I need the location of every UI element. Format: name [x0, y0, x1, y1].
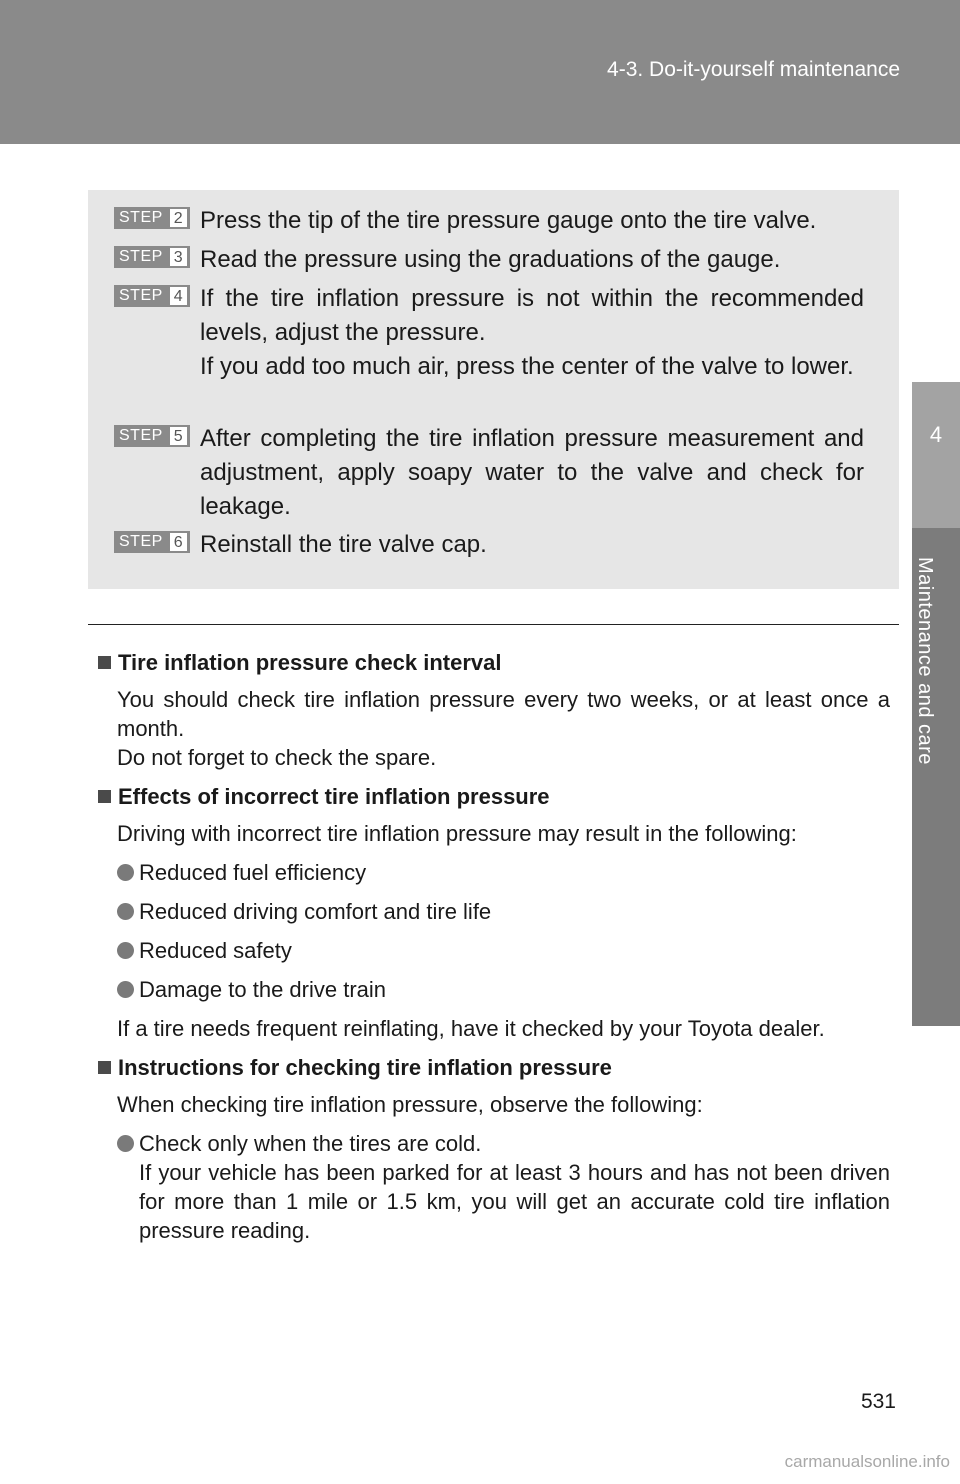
step-5 [114, 422, 864, 524]
step-text: If the tire inflation pressure is not within the recommended levels, adjust the pressure. If you add too much air, press the center of the valve to lower. [200, 285, 864, 380]
list-item: Damage to the drive train [117, 975, 890, 1004]
page-number: 531 [860, 1390, 896, 1413]
step-4 [114, 282, 864, 384]
square-bullet-icon [98, 1061, 111, 1074]
paragraph: You should check tire inflation pressure every two weeks, or at least once a month. Do not forget to check the spare. [117, 687, 890, 770]
circle-bullet-icon [117, 903, 134, 920]
list-item: Reduced fuel efficiency [117, 858, 890, 887]
step-badge: STEP 6 [114, 531, 190, 553]
step-3 [114, 243, 864, 277]
chapter-number: 4 [929, 422, 943, 447]
step-2 [114, 204, 864, 238]
step-badge: STEP 2 [114, 207, 190, 229]
step-text: Press the tip of the tire pressure gauge onto the tire valve. [200, 207, 817, 234]
section-divider [88, 624, 899, 625]
notes-content [98, 648, 890, 1255]
square-bullet-icon [98, 790, 111, 803]
step-badge: STEP 4 [114, 285, 190, 307]
circle-bullet-icon [117, 864, 134, 881]
paragraph: When checking tire inflation pressure, observe the following: [117, 1092, 703, 1117]
step-text: Read the pressure using the graduations of the gauge. [200, 246, 781, 273]
watermark[interactable]: carmanualsonline.info [784, 1452, 950, 1471]
list-item: Check only when the tires are cold. If your vehicle has been parked for at least 3 hours and has not been driven for more than 1 mile or 1.5 km, you will get an accurate cold tire inflation pressure reading. [117, 1129, 890, 1245]
square-bullet-icon [98, 656, 111, 669]
circle-bullet-icon [117, 981, 134, 998]
chapter-side-tab[interactable] [912, 382, 960, 1026]
section-heading: Tire inflation pressure check interval [98, 648, 890, 677]
step-6 [114, 528, 864, 562]
step-text: Reinstall the tire valve cap. [200, 531, 487, 558]
list-item: Reduced driving comfort and tire life [117, 897, 890, 926]
section-title: 4-3. Do-it-yourself maintenance [607, 58, 900, 81]
step-badge: STEP 3 [114, 246, 190, 268]
section-heading: Instructions for checking tire inflation pressure [98, 1053, 890, 1082]
step-badge: STEP 5 [114, 425, 190, 447]
step-text: After completing the tire inflation pressure measurement and adjustment, apply soapy water to the valve and check for leakage. [200, 425, 864, 520]
paragraph: If a tire needs frequent reinflating, have it checked by your Toyota dealer. [117, 1016, 825, 1041]
page-header [0, 0, 960, 144]
section-heading: Effects of incorrect tire inflation pressure [98, 782, 890, 811]
chapter-label: Maintenance and care [914, 557, 936, 765]
steps-box [88, 190, 899, 589]
circle-bullet-icon [117, 1135, 134, 1152]
circle-bullet-icon [117, 942, 134, 959]
chapter-number-strip [912, 382, 960, 528]
list-item: Reduced safety [117, 936, 890, 965]
paragraph: Driving with incorrect tire inflation pressure may result in the following: [117, 821, 797, 846]
